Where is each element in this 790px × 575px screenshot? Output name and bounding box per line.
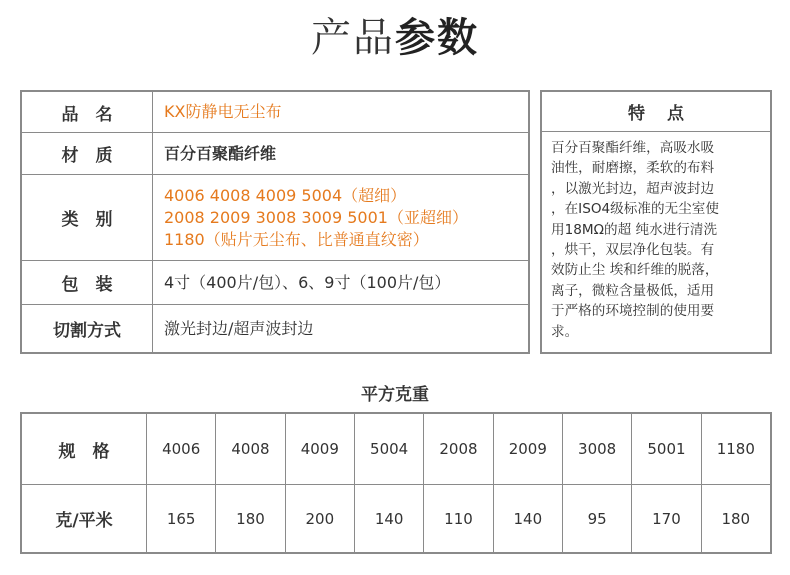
cutting-text: 激光封边/超声波封边	[164, 318, 314, 338]
weight-table	[20, 412, 772, 554]
features-body	[542, 132, 770, 342]
spec-label-cutting: 切割方式	[22, 305, 153, 352]
spec-cell: 2009	[494, 414, 563, 484]
page-title	[0, 8, 790, 68]
spec-cell: 4009	[286, 414, 355, 484]
spec-label-material: 材 质	[22, 133, 153, 174]
spec-table	[20, 90, 530, 354]
feature-line: ，烘干，双层净化包装。有	[551, 242, 715, 259]
spec-label-category: 类 别	[22, 175, 153, 260]
spec-row-packaging	[22, 260, 528, 304]
gsm-cell: 180	[721, 509, 751, 528]
spec-row-category	[22, 174, 528, 260]
spec-value-name	[164, 92, 522, 132]
feature-line: 求。	[551, 323, 579, 340]
feature-line: 用18MΩ的超 纯水进行清洗	[551, 221, 718, 238]
category-line-1: 4006 4008 4009 5004（超细）	[164, 185, 407, 205]
spec-row-name	[22, 92, 528, 132]
spec-value-packaging	[164, 261, 522, 304]
spec-cell: 2008	[424, 414, 493, 484]
weight-gsm-label: 克/平米	[22, 484, 147, 553]
spec-cell: 1180	[716, 440, 755, 458]
weight-gsm-row	[22, 484, 770, 553]
gsm-cell: 180	[216, 484, 285, 553]
weight-section-title: 平方克重	[361, 385, 429, 405]
spec-label-name: 品 名	[22, 92, 153, 132]
spec-value-cutting	[164, 305, 522, 352]
gsm-cell: 200	[286, 484, 355, 553]
gsm-cell: 170	[632, 484, 701, 553]
feature-line: ，在ISO4级标准的无尘室使	[551, 201, 719, 218]
weight-spec-row	[22, 414, 770, 485]
spec-cell: 3008	[563, 414, 632, 484]
gsm-cell: 95	[563, 484, 632, 553]
spec-row-material	[22, 132, 528, 174]
feature-line: 百分百聚酯纤维，高吸水吸	[551, 140, 715, 156]
gsm-cell: 110	[424, 484, 493, 553]
page-title-bold: 参数	[395, 15, 479, 61]
product-name: KX防静电无尘布	[164, 102, 282, 121]
weight-spec-label: 规 格	[22, 414, 147, 484]
feature-line: ，以激光封边，超声波封边	[551, 180, 715, 197]
spec-cell: 5001	[632, 414, 701, 484]
feature-line: 效防止尘 埃和纤维的脱落，	[551, 262, 719, 279]
gsm-cell: 140	[355, 484, 424, 553]
feature-line: 离子，微粒含量极低，适用	[551, 282, 715, 299]
gsm-cell: 165	[147, 484, 216, 553]
page-title-light: 产品	[311, 15, 395, 61]
features-heading: 特点	[542, 92, 770, 132]
packaging-text: 4寸（400片/包）、6、9寸（100片/包）	[164, 272, 451, 292]
spec-value-material	[164, 133, 522, 174]
feature-line: 于严格的环境控制的使用要	[551, 303, 715, 320]
feature-line: 油性，耐磨擦，柔软的布料	[551, 160, 715, 177]
spec-cell: 4008	[216, 414, 285, 484]
gsm-cell: 140	[494, 484, 563, 553]
spec-cell: 5004	[355, 414, 424, 484]
features-box	[540, 90, 772, 354]
spec-label-packaging: 包 装	[22, 261, 153, 304]
spec-cell: 4006	[147, 414, 216, 484]
category-line-3: 1180（贴片无尘布、比普通直纹密）	[164, 229, 429, 249]
material-text: 百分百聚酯纤维	[164, 143, 277, 163]
spec-value-category	[164, 175, 522, 260]
category-line-2: 2008 2009 3008 3009 5001（亚超细）	[164, 207, 468, 227]
spec-row-cutting	[22, 304, 528, 352]
